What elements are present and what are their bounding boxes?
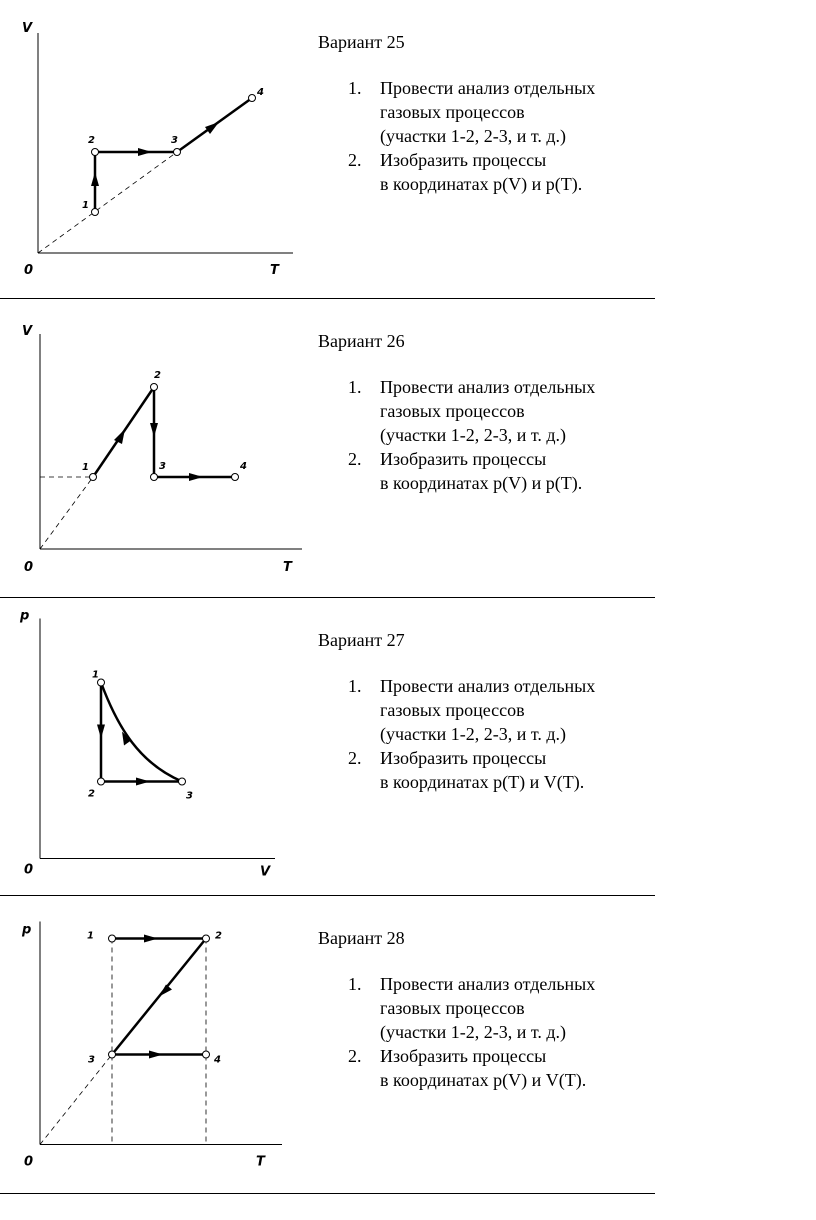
task-2-line-2: в координатах p(V) и p(T). [380,174,583,194]
isobar-guide-line [40,477,93,549]
task-2-line-1: Изобразить процессы [380,748,547,768]
point-1 [90,474,97,481]
task-2-line-1: Изобразить процессы [380,449,547,469]
y-axis-label: V [22,324,33,339]
task-item-1 [318,375,648,447]
point-3 [109,1051,116,1058]
task-1-line-3: (участки 1-2, 2-3, и т. д.) [380,126,567,146]
arrow-2-3 [138,148,152,156]
arrow-3-4 [189,473,203,481]
task-item-2 [318,746,648,794]
variant-27-task [318,628,648,794]
point-4 [232,474,239,481]
point-3-label: 3 [88,1054,95,1066]
variant-25-graph [0,0,310,298]
task-list [318,674,648,794]
arrow-2-3 [150,423,158,437]
point-2 [151,384,158,391]
variant-28-graph [0,896,310,1194]
task-2-line-1: Изобразить процессы [380,150,547,170]
origin-label: 0 [24,560,34,575]
item-number: 1. [348,676,362,696]
arrow-3-4 [149,1051,163,1059]
arrow-1-2 [144,935,158,943]
item-number: 1. [348,78,362,98]
task-1-line-2: газовых процессов [380,700,525,720]
item-number: 2. [348,150,362,170]
arrow-2-3 [159,985,172,997]
point-1 [92,209,99,216]
task-1-line-3: (участки 1-2, 2-3, и т. д.) [380,724,567,744]
variant-25-card [0,0,655,299]
variant-26-task [318,329,648,495]
point-1-label: 1 [87,930,94,942]
task-1-line-1: Провести анализ отдельных [380,377,596,397]
isobar-guide-line [40,1055,112,1145]
point-2-label: 2 [88,135,95,146]
item-number: 2. [348,748,362,768]
item-number: 1. [348,974,362,994]
point-2-label: 2 [154,370,161,381]
task-1-line-1: Провести анализ отдельных [380,676,596,696]
task-item-1 [318,76,648,148]
x-axis-label: T [270,263,279,278]
x-axis-label: V [260,864,271,880]
origin-label: 0 [24,862,34,878]
point-4-label: 4 [214,1054,221,1066]
task-2-line-2: в координатах p(T) и V(T). [380,772,585,792]
point-3 [174,149,181,156]
task-1-line-2: газовых процессов [380,401,525,421]
isobar-guide-line [38,152,177,253]
variant-title: Вариант 28 [318,928,405,948]
y-axis-label: p [20,608,30,624]
task-item-1 [318,674,648,746]
point-1 [109,935,116,942]
point-2 [92,149,99,156]
point-2 [98,778,105,785]
y-axis-label: p [22,922,32,938]
task-item-2 [318,148,648,196]
arrow-3-4 [205,122,219,134]
point-3-label: 3 [186,790,193,802]
task-2-line-2: в координатах p(V) и V(T). [380,1070,587,1090]
task-1-line-3: (участки 1-2, 2-3, и т. д.) [380,425,567,445]
variant-25-task [318,30,648,196]
point-2-label: 2 [88,788,95,800]
variant-title: Вариант 25 [318,32,405,52]
point-4-label: 4 [257,87,264,98]
task-item-2 [318,447,648,495]
variant-26-card [0,299,655,598]
task-1-line-2: газовых процессов [380,102,525,122]
origin-label: 0 [24,263,34,278]
arrow-1-2 [91,172,99,186]
point-4 [203,1051,210,1058]
task-1-line-3: (участки 1-2, 2-3, и т. д.) [380,1022,567,1042]
task-list [318,972,648,1092]
point-4 [249,95,256,102]
variant-title: Вариант 27 [318,630,405,650]
variant-26-graph [0,299,310,597]
task-1-line-1: Провести анализ отдельных [380,78,596,98]
task-2-line-2: в координатах p(V) и p(T). [380,473,583,493]
task-1-line-1: Провести анализ отдельных [380,974,596,994]
point-3 [179,778,186,785]
x-axis-label: T [283,560,292,575]
point-3-label: 3 [159,461,166,472]
point-1-label: 1 [82,462,89,473]
item-number: 2. [348,1046,362,1066]
item-number: 2. [348,449,362,469]
item-number: 1. [348,377,362,397]
origin-label: 0 [24,1154,34,1170]
point-2-label: 2 [215,930,222,942]
point-2 [203,935,210,942]
variant-title: Вариант 26 [318,331,405,351]
task-list [318,76,648,196]
variant-27-card [0,598,655,896]
point-3 [151,474,158,481]
arrow-1-2 [97,725,105,739]
arrow-2-3 [136,778,150,786]
variant-28-card [0,896,655,1194]
variant-27-graph [0,598,310,896]
process-3-1-curve [101,683,182,782]
point-3-label: 3 [171,135,178,146]
task-2-line-1: Изобразить процессы [380,1046,547,1066]
variant-28-task [318,926,648,1092]
task-list [318,375,648,495]
y-axis-label: V [22,21,33,36]
task-item-1 [318,972,648,1044]
x-axis-label: T [256,1154,265,1170]
point-4-label: 4 [240,461,247,472]
point-1-label: 1 [82,200,89,211]
task-1-line-2: газовых процессов [380,998,525,1018]
point-1-label: 1 [92,669,99,681]
task-item-2 [318,1044,648,1092]
